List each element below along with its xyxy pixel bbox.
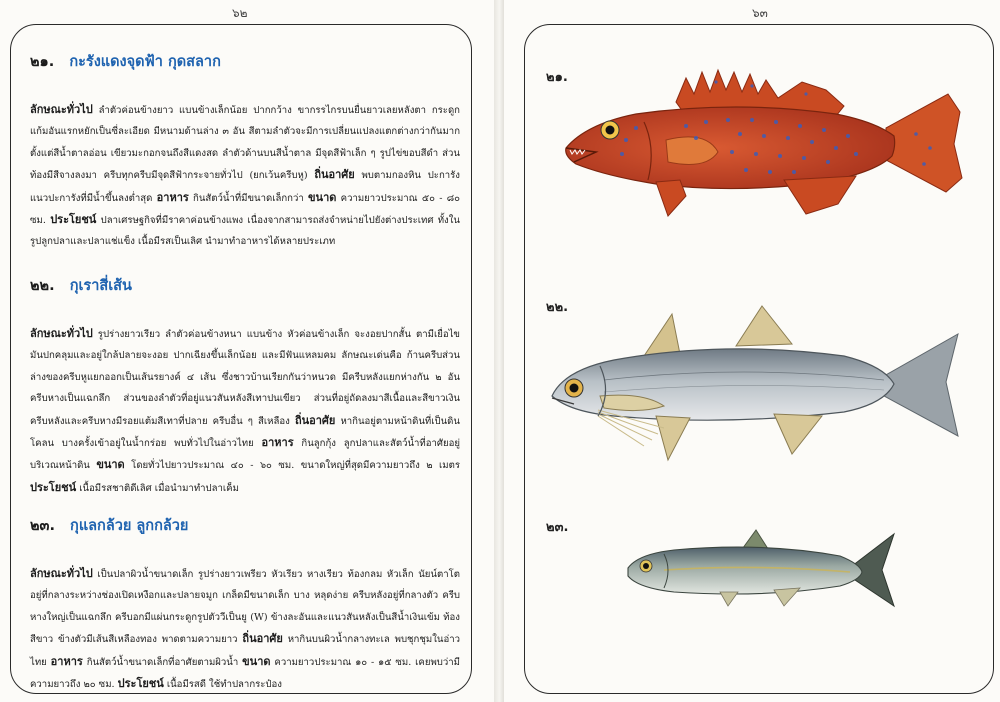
entry-name: กะรังแดงจุดฟ้า กุดสลาก bbox=[69, 54, 221, 70]
general-label: ลักษณะทั่วไป bbox=[30, 567, 93, 580]
size-text: ความยาวประมาณ ๕๐ - ๘๐ ซม. bbox=[30, 192, 460, 227]
figure-label-23: ๒๓. bbox=[546, 520, 569, 535]
size-text: โดยทั่วไปยาวประมาณ ๔๐ - ๖๐ ซม. ขนาดใหญ่ที่สุดมีความยาวถึง ๒ เมตร bbox=[131, 460, 460, 472]
food-text: กินสัตว์น้ำขนาดเล็กที่อาศัยตามผิวน้ำ bbox=[86, 656, 239, 668]
entry-number: ๒๓. bbox=[30, 518, 55, 534]
left-page bbox=[0, 0, 496, 702]
entry-23 bbox=[30, 514, 460, 695]
habitat-text: หากินบนผิวน้ำกลางทะเล พบชุกชุมในอ่าวไทย bbox=[30, 634, 460, 668]
general-label: ลักษณะทั่วไป bbox=[30, 327, 93, 340]
entry-description bbox=[30, 563, 460, 695]
food-text: กินลูกกุ้ง ลูกปลาและสัตว์น้ำที่อาศัยอยู่บริเวณหน้าดิน bbox=[30, 438, 460, 472]
red-grouper-illustration bbox=[556, 64, 966, 224]
general-text: รูปร่างยาวเรียว ลำตัวค่อนข้างหนา แบนข้าง หัวค่อนข้างเล็ก จะงอยปากสั้น ตามีเยื่อไขมันปกคลุมและอยู่ใกล้ปลายจะงอย ปากเฉียงขึ้นเล็กน้อย และมีฟันแหลมคม ลักษณะเด่นคือ ก้านครีบส่วนล่างของครีบหูแยกออกเป็นเส้นรยางค์ ๔ เส้น ซึ่งชาวบ้านเรียกกันว่าหนวด มีครีบหลังแยกห่างกัน ๒ อัน ครีบหางเป็นแฉกลึก ส่วนของลำตัวที่อยู่แนวสันหลังสีเทาปนเขียว ส่วนที่อยู่ถัดลงมาสีเนื้อและสีขาวเงิน ครีบหลังและครีบหางมีรอยแต้มสีเทาที่ปลาย ครีบอื่น ๆ สีเหลือง bbox=[30, 329, 460, 427]
entry-number: ๒๒. bbox=[30, 278, 55, 294]
size-label: ขนาด bbox=[242, 654, 271, 668]
use-text: ปลาเศรษฐกิจที่มีราคาค่อนข้างแพง เนื่องจากสามารถส่งจำหน่ายไปยังต่างประเทศ ทั้งในรูปลูกปลาและปลาแช่แข็ง เนื้อมีรสเป็นเลิศ นำมาทำอาหารได้หลายประเภท bbox=[30, 215, 460, 248]
fourfinger-threadfin-illustration bbox=[544, 300, 974, 470]
general-text: เป็นปลาผิวน้ำขนาดเล็ก รูปร่างยาวเพรียว หัวเรียว หางเรียว ท้องกลม หัวเล็ก นัยน์ตาโตอยู่ที่กลางระหว่างช่องเปิดเหงือกและปลายจมูก เกล็ดมีขนาดเล็ก บาง หลุดง่าย ครีบหลังอยู่ที่กลางตัว ครีบหางใหญ่เป็นแฉกลึก ครีบอกมีแผ่นกระดูกรูปตัววีเป็นยู (W) ข้างละอันและแนวสันหลังเป็นสีน้ำเงินเข้ม ท้องสีขาว ข้างตัวมีเส้นสีเหลืองทอง พาดตามความยาว bbox=[30, 569, 460, 646]
habitat-label: ถิ่นอาศัย bbox=[294, 413, 336, 427]
general-text: ลำตัวค่อนข้างยาว แบนข้างเล็กน้อย ปากกว้าง ขากรรไกรบนยื่นยาวเลยหลังตา กระดูกแก้มอันแรกหยักเป็นซี่ละเอียด มีหนามด้านล่าง ๓ อัน สีตามลำตัวจะมีการเปลี่ยนแปลงแตกต่างกว่ากันมาก ตั้งแต่สีน้ำตาลอ่อน เขียวมะกอกจนถึงสีแดงสด ลำตัวด้านบนสีน้ำตาล มีจุดสีฟ้าเล็ก ๆ รูปไข่ขอบสีดำ ส่วนท้องมีสีจางลงมา ครีบทุกครีบมีจุดสีฟ้ากระจายทั่วไป (ยกเว้นครีบหู) bbox=[30, 105, 460, 182]
right-page bbox=[504, 0, 1000, 702]
size-label: ขนาด bbox=[96, 458, 125, 472]
food-label: อาหาร bbox=[156, 190, 189, 204]
entry-22 bbox=[30, 274, 460, 499]
entry-name: กุเราสี่เส้น bbox=[69, 278, 132, 294]
habitat-label: ถิ่นอาศัย bbox=[314, 168, 355, 182]
figure-label-22: ๒๒. bbox=[546, 300, 569, 315]
use-label: ประโยชน์ bbox=[30, 480, 77, 494]
use-text: เนื้อมีรสดี ใช้ทำปลากระป๋อง bbox=[166, 679, 282, 691]
entry-description bbox=[30, 99, 460, 253]
use-text: เนื้อมีรสชาติดีเลิศ เมื่อนำมาทำปลาเค็ม bbox=[79, 482, 239, 494]
size-text: ความยาวประมาณ ๑๐ - ๑๕ ซม. เคยพบว่ามีความยาวถึง ๒๐ ซม. bbox=[30, 656, 460, 691]
figure-label-21: ๒๑. bbox=[546, 70, 568, 85]
page-number-right: ๖๓ bbox=[752, 6, 768, 20]
food-label: อาหาร bbox=[50, 654, 83, 668]
entry-heading bbox=[30, 274, 460, 297]
use-label: ประโยชน์ bbox=[117, 677, 164, 691]
size-label: ขนาด bbox=[308, 190, 337, 204]
entry-description bbox=[30, 323, 460, 499]
rainbow-sardine-illustration bbox=[624, 526, 904, 612]
food-text: กินสัตว์น้ำที่มีขนาดเล็กกว่า bbox=[193, 192, 304, 204]
use-label: ประโยชน์ bbox=[50, 213, 97, 227]
general-label: ลักษณะทั่วไป bbox=[30, 103, 93, 116]
entry-heading bbox=[30, 50, 460, 73]
food-label: อาหาร bbox=[261, 436, 294, 450]
habitat-text: พบตามกองหิน ปะการัง แนวปะการังที่มีน้ำขึ้นลงต่ำสุด bbox=[30, 170, 460, 204]
entry-name: กุแลกล้วย ลูกกล้วย bbox=[70, 518, 189, 534]
entry-number: ๒๑. bbox=[30, 54, 55, 70]
page-number-left: ๖๒ bbox=[232, 6, 248, 20]
habitat-text: หากินอยู่ตามหน้าดินที่เป็นดินโคลน บางครั้งเข้าอยู่ในน้ำกร่อย พบทั่วไปในอ่าวไทย bbox=[30, 415, 460, 450]
entry-21 bbox=[30, 50, 460, 253]
habitat-label: ถิ่นอาศัย bbox=[242, 632, 283, 646]
entry-heading bbox=[30, 514, 460, 537]
